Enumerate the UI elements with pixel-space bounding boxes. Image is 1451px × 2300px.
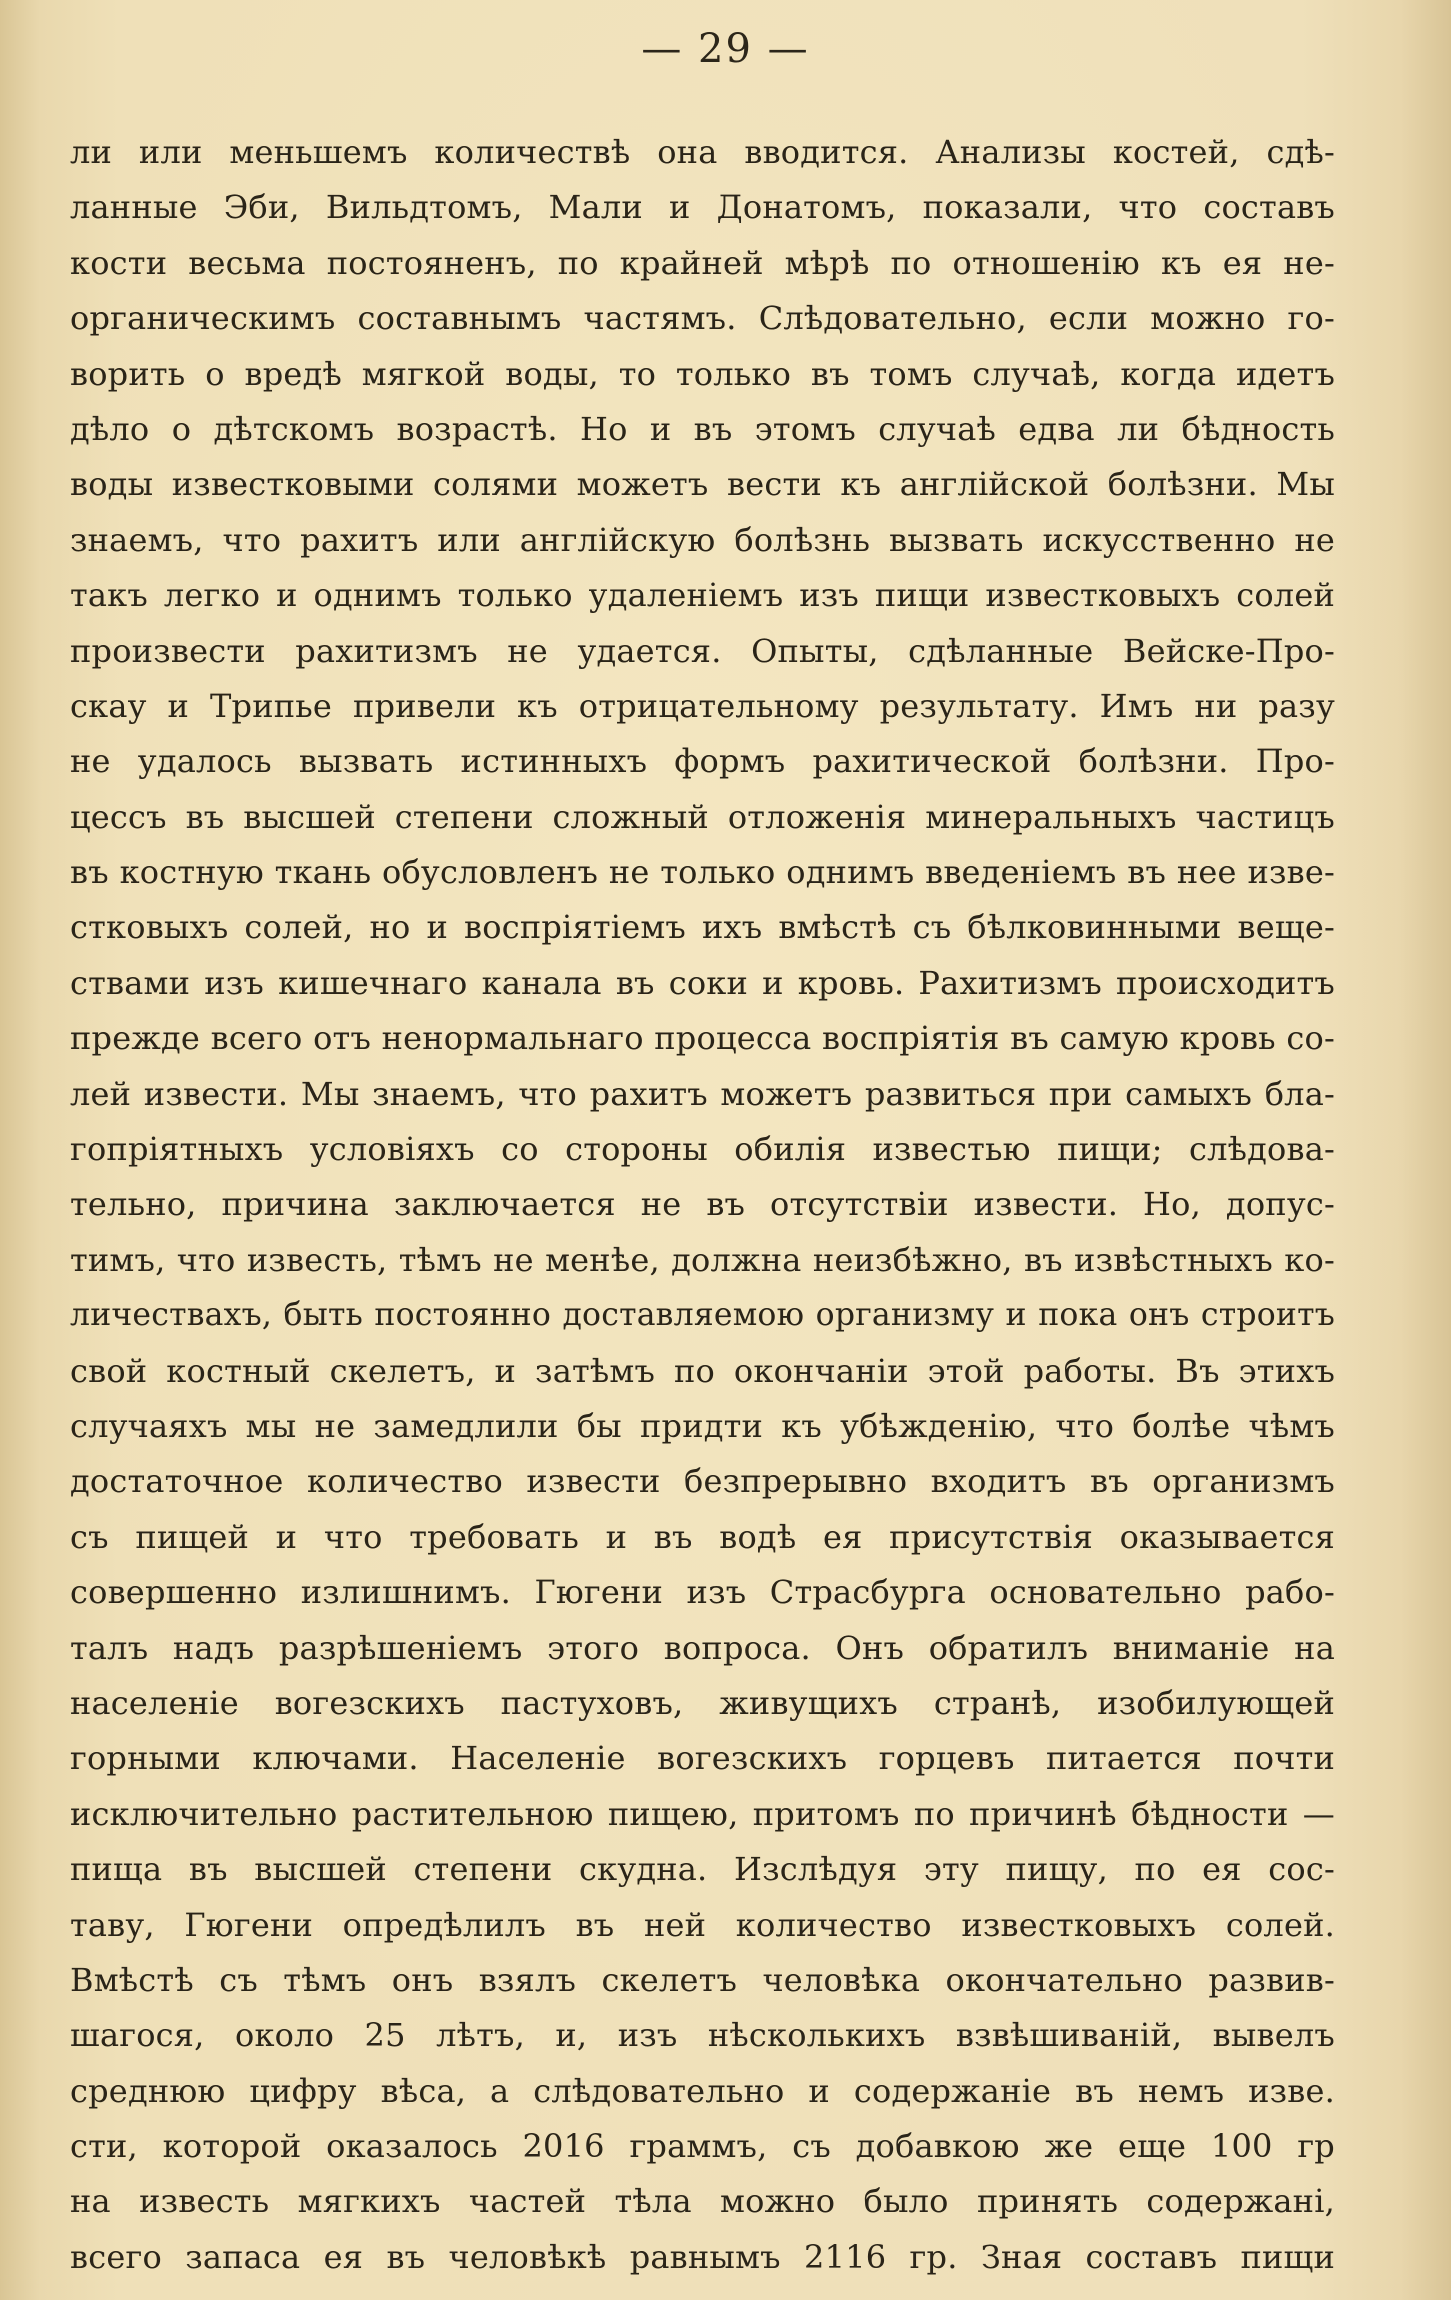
text-line: кости весьма постояненъ, по крайней мѣрѣ по отношенію къ ея не- — [70, 243, 1335, 282]
text-line: гопріятныхъ условіяхъ со стороны обилія известью пищи; слѣдова- — [70, 1130, 1335, 1169]
text-line: Вмѣстѣ съ тѣмъ онъ взялъ скелетъ человѣка окончательно развив- — [70, 1960, 1335, 1999]
text-line: цессъ въ высшей степени сложный отложенія минеральныхъ частицъ — [70, 797, 1335, 836]
text-line: достаточное количество извести безпрерывно входитъ въ организмъ — [70, 1462, 1335, 1501]
text-line: ли или меньшемъ количествѣ она вводится. Анализы костей, сдѣ- — [70, 133, 1335, 171]
text-line: тельно, причина заключается не въ отсутствіи извести. Но, допус- — [70, 1185, 1335, 1224]
text-line: ланные Эби, Вильдтомъ, Мали и Донатомъ, показали, что составъ — [70, 188, 1335, 227]
text-line: таву, Гюгени опредѣлилъ въ ней количество известковыхъ солей. — [70, 1905, 1335, 1944]
text-line: ворить о вредѣ мягкой воды, то только въ томъ случаѣ, когда идетъ — [70, 354, 1335, 393]
text-line: всего запаса ея въ человѣкѣ равнымъ 2116 гр. Зная составъ пищи — [70, 2237, 1335, 2276]
text-line: прежде всего отъ ненормальнаго процесса воспріятія въ самую кровь со- — [70, 1019, 1335, 1058]
text-line: свой костный скелетъ, и затѣмъ по окончаніи этой работы. Въ этихъ — [70, 1351, 1335, 1390]
text-line: воды известковыми солями можетъ вести къ англійской болѣзни. Мы — [70, 465, 1335, 504]
text-line: совершенно излишнимъ. Гюгени изъ Страсбурга основательно рабо- — [70, 1573, 1335, 1612]
text-line: ствами изъ кишечнаго канала въ соки и кровь. Рахитизмъ происходитъ — [70, 963, 1335, 1002]
page-number: — 29 — — [641, 26, 810, 72]
text-line: въ костную ткань обусловленъ не только однимъ введеніемъ въ нее изве- — [70, 853, 1335, 892]
text-line: не удалось вызвать истинныхъ формъ рахитической болѣзни. Про- — [70, 742, 1335, 781]
text-line: лей извести. Мы знаемъ, что рахитъ можетъ развиться при самыхъ бла- — [70, 1074, 1335, 1113]
text-line: горными ключами. Населеніе вогезскихъ горцевъ питается почти — [70, 1739, 1335, 1778]
text-line: случаяхъ мы не замедлили бы придти къ убѣжденію, что болѣе чѣмъ — [70, 1406, 1335, 1445]
text-line: произвести рахитизмъ не удается. Опыты, сдѣланные Вейске-Про- — [70, 631, 1335, 670]
text-line: исключительно растительною пищею, притомъ по причинѣ бѣдности — — [70, 1794, 1335, 1833]
text-line: органическимъ составнымъ частямъ. Слѣдовательно, если можно го- — [70, 299, 1335, 338]
text-line: личествахъ, быть постоянно доставляемою организму и пока онъ строитъ — [70, 1297, 1335, 1334]
body-text — [70, 125, 1335, 2285]
text-line: съ пищей и что требовать и въ водѣ ея присутствія оказывается — [70, 1517, 1335, 1556]
text-line: среднюю цифру вѣса, а слѣдовательно и содержаніе въ немъ изве. — [70, 2071, 1335, 2110]
text-line: населеніе вогезскихъ пастуховъ, живущихъ странѣ, изобилующей — [70, 1683, 1335, 1722]
text-line: такъ легко и однимъ только удаленіемъ изъ пищи известковыхъ солей — [70, 576, 1335, 615]
text-line: на известь мягкихъ частей тѣла можно было принять содержані, — [70, 2182, 1335, 2221]
text-line: шагося, около 25 лѣтъ, и, изъ нѣсколькихъ взвѣшиваній, вывелъ — [70, 2016, 1335, 2055]
text-line: сти, которой оказалось 2016 граммъ, съ добавкою же еще 100 гр — [70, 2127, 1335, 2166]
text-line: пища въ высшей степени скудна. Изслѣдуя эту пищу, по ея сос- — [70, 1850, 1335, 1889]
text-line: стковыхъ солей, но и воспріятіемъ ихъ вмѣстѣ съ бѣлковинными веще- — [70, 908, 1335, 947]
text-line: дѣло о дѣтскомъ возрастѣ. Но и въ этомъ случаѣ едва ли бѣдность — [70, 409, 1335, 448]
text-line: тимъ, что известь, тѣмъ не менѣе, должна неизбѣжно, въ извѣстныхъ ко- — [70, 1240, 1335, 1279]
text-line: знаемъ, что рахитъ или англійскую болѣзнь вызвать искусственно не — [70, 520, 1335, 559]
text-line: скау и Трипье привели къ отрицательному результату. Имъ ни разу — [70, 686, 1335, 725]
text-line: талъ надъ разрѣшеніемъ этого вопроса. Онъ обратилъ вниманіе на — [70, 1628, 1335, 1667]
